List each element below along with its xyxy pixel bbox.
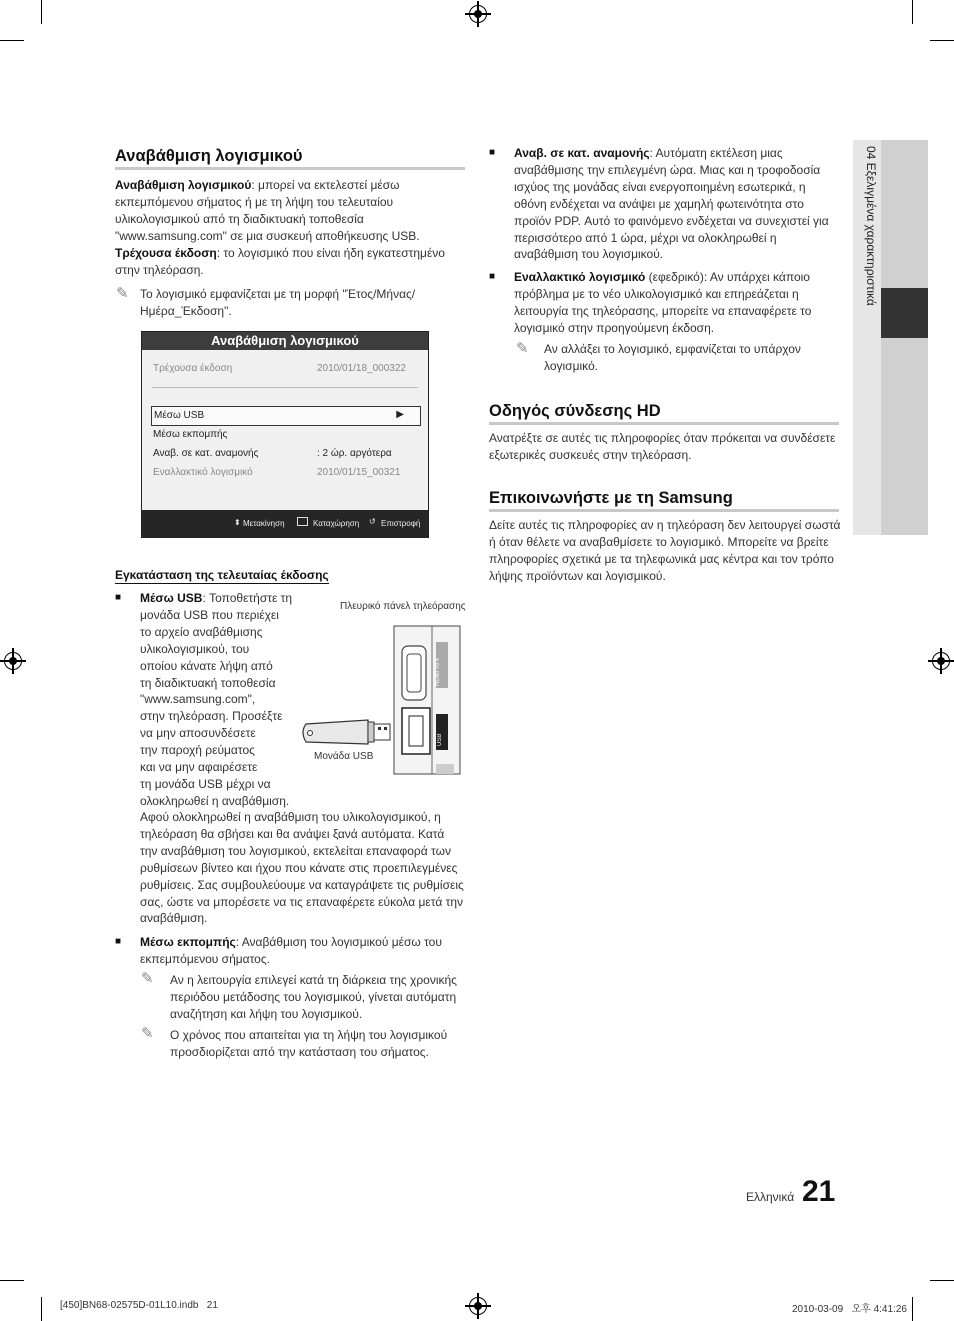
alt-software-paragraph: Εναλλακτικό λογισμικό (εφεδρικό): Αν υπάρχει κάποιο πρόβλημα με το νέο υλικολογισμικό και επηρεάζεται η λειτουργία της τηλεόρασης, μπορείτε να επαναφέρετε το λογισμικό στην προηγούμενη έκδοση. bbox=[514, 270, 812, 335]
registration-mark-icon bbox=[4, 652, 22, 670]
usb-paragraph: Μέσω USB: Τοποθετήστε τη μονάδα USB που περιέχει το αρχείο αναβάθμισης υλικολογισμικού, του οποίου κάνατε λήψη από τη διαδικτυακή τοποθεσία "www.samsung.com", στην τηλεόραση. Προσέξτε να μην αποσυνδέσετε την παροχή ρεύματος και να μην αφαιρέσετε τη μονάδα USB μέχρι να ολοκληρωθεί η αναβάθμιση. bbox=[140, 591, 293, 808]
crop-mark bbox=[930, 40, 954, 41]
note-icon: ✎ bbox=[516, 340, 529, 357]
menu-footer: ⬍ Μετακίνηση Καταχώρηση ↺ Επιστροφή bbox=[142, 510, 428, 537]
intro-paragraph: Αναβάθμιση λογισμικού: μπορεί να εκτελεστεί μέσω εκπεμπόμενου σήματος ή με τη λήψη του τελευταίου υλικολογισμικού από τη διαδικτυακή τοποθεσία "www.samsung.com" σε μια συσκευή αποθήκευσης USB. bbox=[115, 178, 420, 243]
note-text: Ο χρόνος που απαιτείται για τη λήψη του λογισμικού προσδιορίζεται από την κατάσταση του σήματος. bbox=[170, 1028, 448, 1059]
menu-item-broadcast[interactable]: Μέσω εκπομπής bbox=[153, 429, 228, 440]
bullet-icon: ■ bbox=[115, 592, 122, 603]
menu-current-label: Τρέχουσα έκδοση bbox=[153, 363, 233, 374]
menu-item-usb[interactable]: Μέσω USB ▶ bbox=[151, 406, 421, 426]
install-heading: Εγκατάσταση της τελευταίας έκδοσης bbox=[115, 568, 329, 582]
panel-caption: Πλευρικό πάνελ τηλεόρασης bbox=[340, 601, 466, 612]
bullet-icon: ■ bbox=[489, 271, 496, 282]
footer-language: Ελληνικά bbox=[746, 1190, 795, 1204]
section-heading: Επικοινωνήστε με τη Samsung bbox=[489, 489, 733, 507]
print-timestamp: 2010-03-09 오후 4:41:26 bbox=[792, 1304, 907, 1315]
current-version-paragraph: Τρέχουσα έκδοση: το λογισμικό που είναι ήδη εγκατεστημένο στην τηλεόραση. bbox=[115, 246, 445, 277]
menu-alt-value: 2010/01/15_00321 bbox=[317, 467, 401, 478]
menu-current-value: 2010/01/18_000322 bbox=[317, 363, 406, 374]
usb-port-label: USB bbox=[437, 733, 443, 746]
heading-rule bbox=[115, 167, 465, 170]
registration-mark-icon bbox=[932, 652, 950, 670]
enter-icon bbox=[297, 517, 308, 526]
page-number: 21 bbox=[802, 1175, 836, 1208]
hd-paragraph: Ανατρέξτε σε αυτές τις πληροφορίες όταν πρόκειται να συνδέσετε εξωτερικές συσκευές στην τηλεόραση. bbox=[489, 431, 836, 462]
crop-mark bbox=[0, 40, 24, 41]
crop-mark bbox=[0, 1280, 24, 1281]
section-heading: Οδηγός σύνδεσης HD bbox=[489, 402, 661, 420]
chapter-side-tab bbox=[853, 140, 928, 535]
section-heading: Αναβάθμιση λογισμικού bbox=[115, 147, 303, 165]
usb-port-icon bbox=[402, 708, 430, 754]
crop-mark bbox=[41, 0, 42, 24]
tv-menu-screenshot bbox=[141, 331, 429, 538]
crop-mark bbox=[912, 1297, 913, 1321]
crop-mark bbox=[930, 1280, 954, 1281]
note-text: Το λογισμικό εμφανίζεται με τη μορφή "Έτος/Μήνας/Ημέρα_Έκδοση". bbox=[140, 287, 416, 318]
note-icon: ✎ bbox=[141, 970, 154, 987]
note-text: Αν αλλάξει το λογισμικό, εμφανίζεται το υπάρχον λογισμικό. bbox=[544, 342, 801, 373]
chapter-title: 04 Εξελιγμένα χαρακτηριστικά bbox=[864, 146, 878, 306]
return-icon: ↺ bbox=[369, 517, 376, 526]
menu-item-alternative[interactable]: Εναλλακτικό λογισμικό bbox=[153, 467, 253, 478]
note-icon: ✎ bbox=[116, 285, 129, 302]
heading-rule bbox=[489, 422, 839, 425]
crop-mark bbox=[912, 0, 913, 24]
hdmi-port-label: HDMI IN 4 bbox=[435, 657, 441, 686]
crop-mark bbox=[41, 1297, 42, 1321]
move-icon: ⬍ bbox=[234, 518, 241, 527]
menu-item-standby[interactable]: Αναβ. σε κατ. αναμονής bbox=[153, 448, 259, 459]
heading-rule bbox=[489, 509, 839, 512]
note-text: Αν η λειτουργία επιλεγεί κατά τη διάρκεια της χρονικής περιόδου μετάδοσης του λογισμικού, γίνεται αυτόματη αναζήτηση και λήψη του λογισμικού. bbox=[170, 973, 457, 1021]
usb-caption: Μονάδα USB bbox=[314, 751, 374, 762]
standby-paragraph: Αναβ. σε κατ. αναμονής: Αυτόματη εκτέλεση μιας αναβάθμισης την επιλεγμένη ώρα. Μιας και η τροφοδοσία ισχύος της μονάδας είναι ενεργοποιημένη εσωτερικά, η οθόνη ενδέχεται να ανάψει με χαμηλή φωτεινότητα στο προϊόν PDP. Αυτό το φαινόμενο ενδέχεται να συνεχιστεί για περισσότερο από 1 ώρα, μέχρι να ολοκληρωθεί η αναβάθμιση του λογισμικού. bbox=[514, 146, 829, 262]
menu-standby-value: : 2 ώρ. αργότερα bbox=[317, 448, 392, 459]
contact-paragraph: Δείτε αυτές τις πληροφορίες αν η τηλεόραση δεν λειτουργεί σωστά ή όταν θέλετε να αναβαθμίσετε το λογισμικό. Μπορείτε να βρείτε πληροφορίες σχετικά με τα τηλεφωνικά μας κέντρα και τον τρόπο λήψης προϊόντων και λογισμικού. bbox=[489, 518, 841, 583]
registration-mark-icon bbox=[469, 5, 487, 23]
menu-arrow-icon: ▶ bbox=[396, 409, 404, 420]
registration-mark-icon bbox=[469, 1297, 487, 1315]
broadcast-paragraph: Μέσω εκπομπής: Αναβάθμιση του λογισμικού μέσω του εκπεμπόμενου σήματος. bbox=[140, 935, 442, 966]
bullet-icon: ■ bbox=[115, 936, 122, 947]
bullet-icon: ■ bbox=[489, 147, 496, 158]
usb-after-paragraph: Αφού ολοκληρωθεί η αναβάθμιση του υλικολογισμικού, η τηλεόραση θα σβήσει και θα ανάψει ξανά αυτόματα. Κατά την αναβάθμιση του λογισμικού, εκτελείται επαναφορά των ρυθμίσεων βίντεο και ήχου που κάνατε στις προεπιλεγμένες ρυθμίσεις. Σας συμβουλεύουμε να καταγράψετε τις ρυθμίσεις σας, ώστε να μπορέσετε να τις επαναφέρετε εύκολα μετά την αναβάθμιση. bbox=[140, 810, 464, 926]
print-file-info: [450]BN68-02575D-01L10.indb 21 bbox=[60, 1300, 218, 1311]
menu-title: Αναβάθμιση λογισμικού bbox=[142, 332, 428, 350]
note-icon: ✎ bbox=[141, 1025, 154, 1042]
